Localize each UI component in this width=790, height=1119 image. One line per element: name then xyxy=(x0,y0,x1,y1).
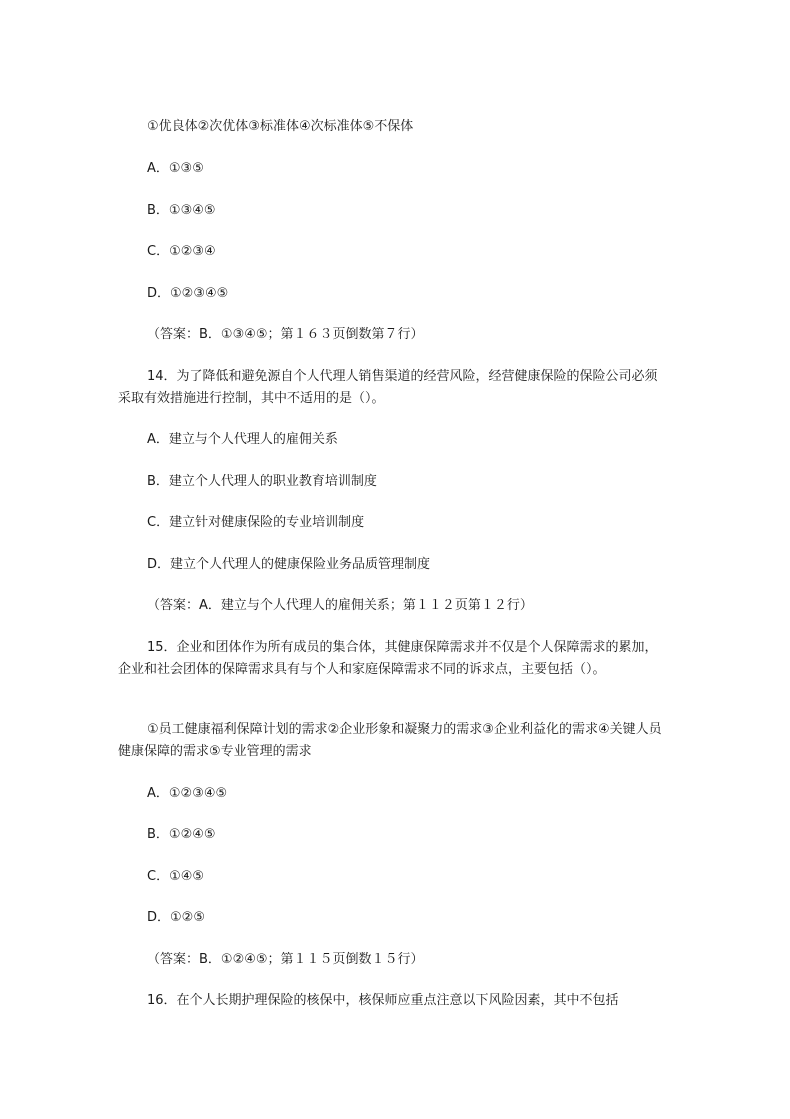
option-c: C．①②③④ xyxy=(147,244,216,259)
question-14: 14．为了降低和避免源自个人代理人销售渠道的经营风险，经营健康保险的保险公司必须采取有效措施进行控制，其中不适用的是（）。 xyxy=(118,369,658,406)
option-c: C．建立针对健康保险的专业培训制度 xyxy=(147,515,365,530)
option-b: B．建立个人代理人的职业教育培训制度 xyxy=(147,474,377,489)
option-c: C．①④⑤ xyxy=(147,869,205,884)
answer-line: （答案：A．建立与个人代理人的雇佣关系；第１１２页第１２行） xyxy=(147,598,533,613)
option-d: D．建立个人代理人的健康保险业务品质管理制度 xyxy=(147,557,431,572)
option-d: D．①②⑤ xyxy=(147,910,205,925)
option-b: B．①②④⑤ xyxy=(147,827,216,842)
answer-line: （答案：B．①②④⑤；第１１５页倒数１５行） xyxy=(147,952,424,967)
question-15: 15．企业和团体作为所有成员的集合体，其健康保障需求并不仅是个人保障需求的累加，企业和社会团体的保障需求具有与个人和家庭保障需求不同的诉求点，主要包括（）。 xyxy=(118,640,658,677)
option-d: D．①②③④⑤ xyxy=(147,286,229,301)
condition-list: ①员工健康福利保障计划的需求②企业形象和凝聚力的需求③企业利益化的需求④关键人员健康保障的需求⑤专业管理的需求 xyxy=(118,722,662,759)
option-a: A．①②③④⑤ xyxy=(147,786,228,801)
option-a: A．①③⑤ xyxy=(147,161,204,176)
option-b: B．①③④⑤ xyxy=(147,203,216,218)
answer-line: （答案：B．①③④⑤；第１６３页倒数第７行） xyxy=(147,327,424,342)
condition-list: ①优良体②次优体③标准体④次标准体⑤不保体 xyxy=(147,119,414,134)
option-a: A．建立与个人代理人的雇佣关系 xyxy=(147,432,338,447)
question-16: 16．在个人长期护理保险的核保中，核保师应重点注意以下风险因素，其中不包括 xyxy=(147,993,619,1008)
